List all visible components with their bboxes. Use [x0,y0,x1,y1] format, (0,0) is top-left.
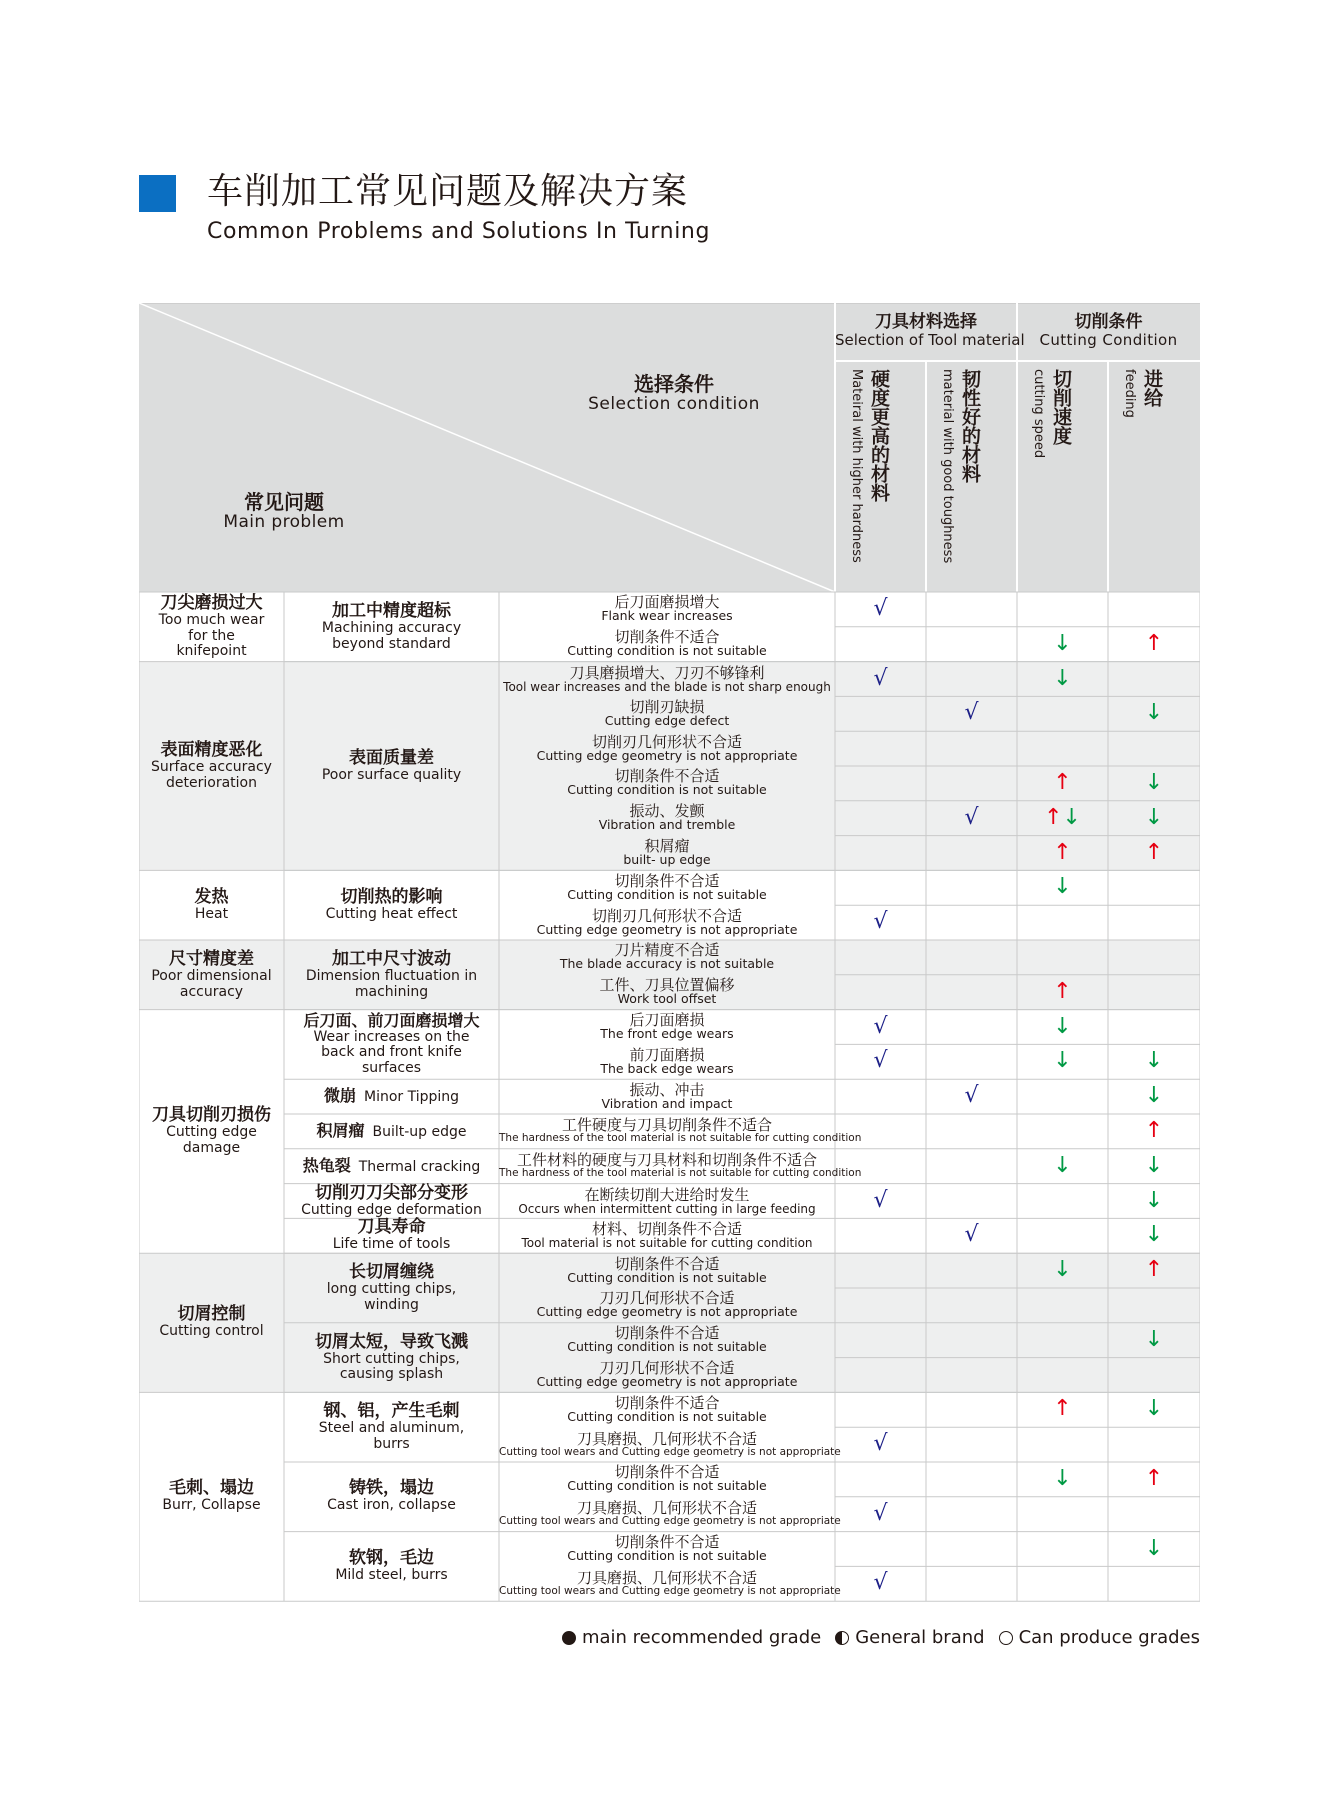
half-circle-icon [835,1631,849,1645]
cause-cell [499,1291,835,1319]
cause-cn: 切削条件不合适 [614,767,720,786]
problem-cn: 尺寸精度差 [169,948,254,969]
subproblem-cn: 软钢，毛边 [349,1547,434,1568]
column-header-hardness-cn: 硬度更高的材料 [868,369,890,502]
subproblem-cn: 表面质量差 [349,747,434,768]
cause-en: The hardness of the tool material is not suitable for cutting condition [499,1132,862,1145]
cause-cell [499,804,835,832]
header-main-problem-cn: 常见问题 [244,490,324,514]
subproblem-en: Poor surface quality [321,766,462,783]
arrow-down-icon: ↓ [1144,1152,1164,1178]
arrow-up-icon: ↑ [1144,1466,1164,1491]
check-icon: √ [873,1187,888,1213]
cause-en: Cutting tool wears and Cutting edge geometry is not appropriate [499,1445,841,1458]
cause-en: Work tool offset [617,991,717,1007]
header-selection-cn: 选择条件 [634,372,714,396]
title-square-icon [139,175,176,212]
subproblem-en: Minor Tipping [363,1089,460,1106]
column-header-speed-cn: 切削速度 [1050,369,1072,445]
cause-cn: 切削刃几何形状不合适 [591,906,742,925]
subproblem-en: Short cutting chips, causing splash [323,1350,460,1383]
arrow-down-icon: ↓ [1053,1048,1072,1074]
subproblem-cell [284,950,499,1000]
cause-cn: 切削条件不合适 [614,1324,720,1343]
column-header-feed [1122,369,1166,418]
subproblem-cell [284,1333,499,1383]
cause-cn: 刀具磨损、几何形状不合适 [576,1499,757,1518]
arrow-up-icon: ↑ [1053,839,1072,865]
subproblem-cell [284,749,499,784]
problem-en: Surface accuracy deterioration [151,759,272,791]
cause-cell [499,906,835,937]
column-header-feed-cn: 进给 [1141,369,1163,407]
header-tool-material [835,312,1025,350]
subproblem-en: Cast iron, collapse [327,1497,456,1514]
problem-en: Poor dimensional accuracy [151,967,272,1000]
problem-cn: 切屑控制 [177,1304,246,1325]
problem-cell [139,888,284,923]
cause-en: Cutting condition is not suitable [567,1339,767,1355]
cause-cell [499,769,835,797]
problem-en: Too much wear for the knifepoint [158,611,265,660]
legend-produce: Can produce grades [1018,1627,1200,1648]
cause-cell [499,697,835,728]
cause-en: Cutting condition is not suitable [567,643,767,659]
cause-en: The hardness of the tool material is not suitable for cutting condition [499,1167,862,1180]
cause-cell [499,1151,862,1180]
arrow-down-icon: ↓ [1144,1396,1164,1422]
arrow-down-icon: ↓ [1053,1257,1072,1283]
check-icon: √ [964,700,979,726]
problem-solution-table [139,303,1200,1612]
cause-cn: 切削条件不合适 [614,871,720,890]
check-icon: √ [873,1500,888,1526]
arrow-down-icon: ↓ [1144,1535,1164,1561]
header-selection-en: Selection condition [588,394,760,415]
subproblem-cell [284,1184,499,1219]
cause-cn: 刀刃几何形状不合适 [599,1289,735,1308]
problem-cell [139,1106,284,1156]
cause-en: Cutting edge geometry is not appropriate [536,747,798,763]
cause-cell [499,1535,835,1563]
subproblem-en: Steel and aluminum, burrs [318,1420,465,1452]
arrow-down-icon: ↓ [1144,1222,1164,1248]
cause-en: Cutting edge geometry is not appropriate [536,1304,798,1320]
subproblem-cn: 铸铁，塌边 [349,1478,434,1499]
legend [562,1627,1200,1648]
subproblem-cn: 长切屑缠绕 [349,1262,434,1282]
cause-cn: 切削条件不合适 [614,1254,720,1273]
cause-cell [499,871,835,902]
problem-cn: 表面精度恶化 [160,740,263,760]
check-icon: √ [873,1013,888,1039]
column-header-toughness [940,369,984,563]
cause-cell [499,1116,862,1145]
check-icon: √ [873,1048,888,1074]
cause-en: Cutting edge geometry is not appropriate [536,921,798,937]
cause-cell [499,630,835,658]
subproblem-en: Built-up edge [372,1123,467,1140]
subproblem-cell [284,1402,499,1452]
cause-cn: 积屑瘤 [644,837,690,855]
cause-en: Cutting edge geometry is not appropriate [536,1374,798,1389]
subproblem-en: long cutting chips, winding [326,1281,457,1313]
subproblem-en: Cutting heat effect [325,905,458,922]
problem-cell [139,1479,284,1514]
cause-cn: 切削条件不合适 [614,1533,720,1551]
arrow-down-icon: ↓ [1053,1013,1072,1039]
subproblem-cell [284,1549,499,1584]
subproblem-cell [284,602,499,652]
subproblem-cell [284,1157,499,1176]
header-tool-material-en: Selection of Tool material [835,331,1025,350]
cause-en: Occurs when intermittent cutting in large feeding [518,1201,816,1216]
problem-cn: 毛刺、塌边 [169,1478,254,1499]
arrow-down-icon: ↓ [1053,874,1072,900]
arrow-down-icon: ↓ [1053,1152,1072,1178]
cause-cell [499,1254,835,1285]
subproblem-cn: 积屑瘤 [316,1120,365,1140]
arrow-up-icon: ↑ [1144,1118,1164,1143]
arrow-down-icon: ↓ [1144,700,1164,726]
cause-cn: 刀具磨损、几何形状不合适 [576,1429,757,1448]
arrow-up-icon: ↑ [1144,1257,1164,1283]
check-icon: √ [873,1570,888,1596]
column-header-toughness-en: material with good toughness [940,369,955,564]
arrow-down-icon: ↓ [1144,1326,1164,1352]
subproblem-cell [284,1087,499,1106]
cause-cell [499,1568,841,1597]
subproblem-cn: 微崩 [323,1086,356,1106]
column-header-toughness-cn: 韧性好的材料 [959,369,981,483]
column-header-feed-en: feeding [1122,369,1137,418]
problem-en: Cutting control [159,1323,264,1340]
cause-cn: 刀具磨损、几何形状不合适 [576,1568,757,1587]
subproblem-en: Thermal cracking [358,1158,481,1175]
cause-en: The back edge wears [600,1060,734,1076]
filled-circle-icon [562,1631,576,1645]
problem-cell [139,950,284,1000]
cause-cn: 在断续切削大进给时发生 [584,1185,750,1204]
problem-en: Cutting edge damage [166,1124,257,1157]
cause-cn: 材料、切削条件不合适 [591,1220,742,1239]
cause-cn: 切削条件不适合 [614,628,720,647]
subproblem-en: Life time of tools [332,1236,451,1253]
check-icon: √ [964,1083,979,1109]
header-main-problem [209,491,359,532]
subproblem-en: Mild steel, burrs [335,1566,448,1583]
subproblem-en: Wear increases on the back and front knife surfaces [313,1028,470,1077]
check-icon: √ [873,665,888,691]
subproblem-cn: 热龟裂 [302,1155,351,1175]
arrow-up-icon: ↑ [1053,978,1072,1004]
header-cutting-condition [1017,313,1200,349]
problem-cn: 发热 [194,886,229,907]
subproblem-cn: 加工中精度超标 [332,600,451,621]
arrow-down-icon: ↓ [1144,770,1164,795]
cause-cn: 切削刃缺损 [629,697,705,716]
arrow-up-icon: ↑ [1144,839,1164,865]
check-icon: √ [873,1431,888,1457]
legend-general: General brand [855,1627,985,1648]
subproblem-cell [284,1122,499,1141]
cause-en: The front edge wears [600,1026,734,1041]
page-subtitle: Common Problems and Solutions In Turning [207,219,711,244]
cause-cell [499,1080,835,1111]
header-main-problem-en: Main problem [223,512,345,533]
header-tool-material-cn: 刀具材料选择 [875,312,977,332]
subproblem-cn: 钢、铝，产生毛刺 [323,1401,460,1422]
subproblem-cell [284,1012,499,1077]
arrow-up-icon: ↑ [1144,630,1164,656]
header-cutting-condition-cn: 切削条件 [1074,312,1143,332]
cause-en: Tool wear increases and the blade is not sharp enough [503,679,831,694]
subproblem-en: Machining accuracy beyond standard [321,619,462,652]
header-cutting-condition-en: Cutting Condition [1039,331,1178,350]
cause-cn: 前刀面磨损 [629,1045,705,1064]
page-title: 车削加工常见问题及解决方案 [207,171,689,212]
cause-cn: 切削刃几何形状不合适 [591,732,742,751]
arrow-down-icon: ↓ [1144,1048,1164,1074]
cause-cn: 工件、刀具位置偏移 [599,976,735,995]
cause-cn: 切削条件不合适 [614,1463,720,1482]
cause-cell [499,663,835,694]
problem-cn: 刀具切削刃损伤 [152,1105,271,1126]
check-icon: √ [873,909,888,935]
subproblem-cell [284,1263,499,1313]
problem-cell [139,1305,284,1340]
cause-en: Cutting condition is not suitable [567,886,767,902]
cause-cell [499,978,835,1006]
subproblem-cn: 加工中尺寸波动 [332,948,451,969]
cause-en: Cutting tool wears and Cutting edge geometry is not appropriate [499,1515,841,1528]
arrow-up-icon: ↑ [1044,804,1063,830]
problem-cn: 刀尖磨损过大 [160,592,263,613]
cause-en: built- up edge [623,852,711,867]
cause-en: Cutting edge defect [604,712,730,728]
cause-en: Cutting condition is not suitable [567,1478,767,1494]
arrow-down-icon: ↓ [1053,630,1072,656]
arrow-down-icon: ↓ [1144,804,1164,830]
cause-cell [499,1361,835,1389]
check-icon: √ [964,1222,979,1248]
cause-en: Cutting condition is not suitable [567,1408,767,1424]
subproblem-cn: 后刀面、前刀面磨损增大 [303,1010,480,1030]
check-icon: √ [964,804,979,830]
cause-en: Cutting condition is not suitable [567,782,767,798]
cause-en: Vibration and tremble [598,817,736,833]
cause-cell [499,1045,835,1076]
cause-cn: 工件材料的硬度与刀具材料和切削条件不适合 [516,1151,817,1170]
problem-en: Heat [194,905,229,922]
cause-cn: 刀刃几何形状不合适 [599,1359,735,1377]
cause-cn: 后刀面磨损增大 [614,593,720,612]
problem-cell [139,594,284,660]
column-header-speed-en: cutting speed [1031,369,1046,459]
cause-cell [499,732,835,763]
arrow-down-icon: ↓ [1144,1187,1164,1213]
cause-cell [499,1429,841,1458]
empty-circle-icon [999,1631,1013,1645]
column-header-hardness [849,369,893,563]
subproblem-cn: 刀具寿命 [357,1217,426,1238]
cause-cell [499,1465,835,1493]
cause-cell [499,1499,841,1528]
cause-en: Tool material is not suitable for cutting condition [521,1236,813,1251]
arrow-down-icon: ↓ [1053,1466,1072,1491]
problem-cell [139,741,284,791]
cause-cn: 振动、发颤 [629,802,705,821]
cause-cell [499,1326,835,1354]
cause-en: Flank wear increases [601,608,733,624]
cause-cn: 振动、冲击 [629,1080,705,1099]
problem-en: Burr, Collapse [162,1497,261,1514]
arrow-up-icon: ↑ [1053,1396,1072,1422]
cause-en: Cutting tool wears and Cutting edge geometry is not appropriate [499,1584,841,1597]
subproblem-en: Dimension fluctuation in machining [305,967,478,1000]
subproblem-cn: 切削热的影响 [340,886,443,907]
subproblem-cn: 切屑太短，导致飞溅 [315,1331,468,1352]
cause-en: Cutting condition is not suitable [567,1269,767,1285]
cause-cell [499,1393,835,1424]
arrow-up-down-icon [1017,801,1108,835]
arrow-up-icon: ↑ [1053,770,1072,795]
column-header-speed [1031,369,1075,458]
cause-en: Cutting condition is not suitable [567,1548,767,1563]
arrow-down-icon: ↓ [1144,1083,1164,1109]
cause-cell [499,1222,835,1249]
arrow-down-icon: ↓ [1062,804,1081,830]
cause-cell [499,1185,835,1216]
subproblem-cell [284,1218,499,1253]
cause-cn: 工件硬度与刀具切削条件不适合 [561,1116,772,1135]
cause-cn: 切削条件不适合 [614,1393,720,1412]
arrow-down-icon: ↓ [1053,665,1072,691]
cause-cell [499,943,835,971]
check-icon: √ [873,596,888,621]
subproblem-en: Cutting edge deformation [301,1201,482,1218]
cause-cn: 刀具磨损增大、刀刃不够锋利 [569,663,765,682]
column-header-hardness-en: Mateiral with higher hardness [849,369,864,563]
subproblem-cn: 切削刃刀尖部分变形 [315,1182,468,1203]
cause-cn: 后刀面磨损 [629,1011,705,1029]
cause-en: The blade accuracy is not suitable [559,956,775,972]
cause-cn: 刀片精度不合适 [614,941,720,960]
cause-cell [499,839,835,867]
subproblem-cell [284,1479,499,1514]
cause-en: Vibration and impact [601,1095,733,1111]
legend-main: main recommended grade [581,1627,822,1648]
subproblem-cell [284,888,499,923]
cause-cell [499,1013,835,1041]
cause-cell [499,595,835,623]
